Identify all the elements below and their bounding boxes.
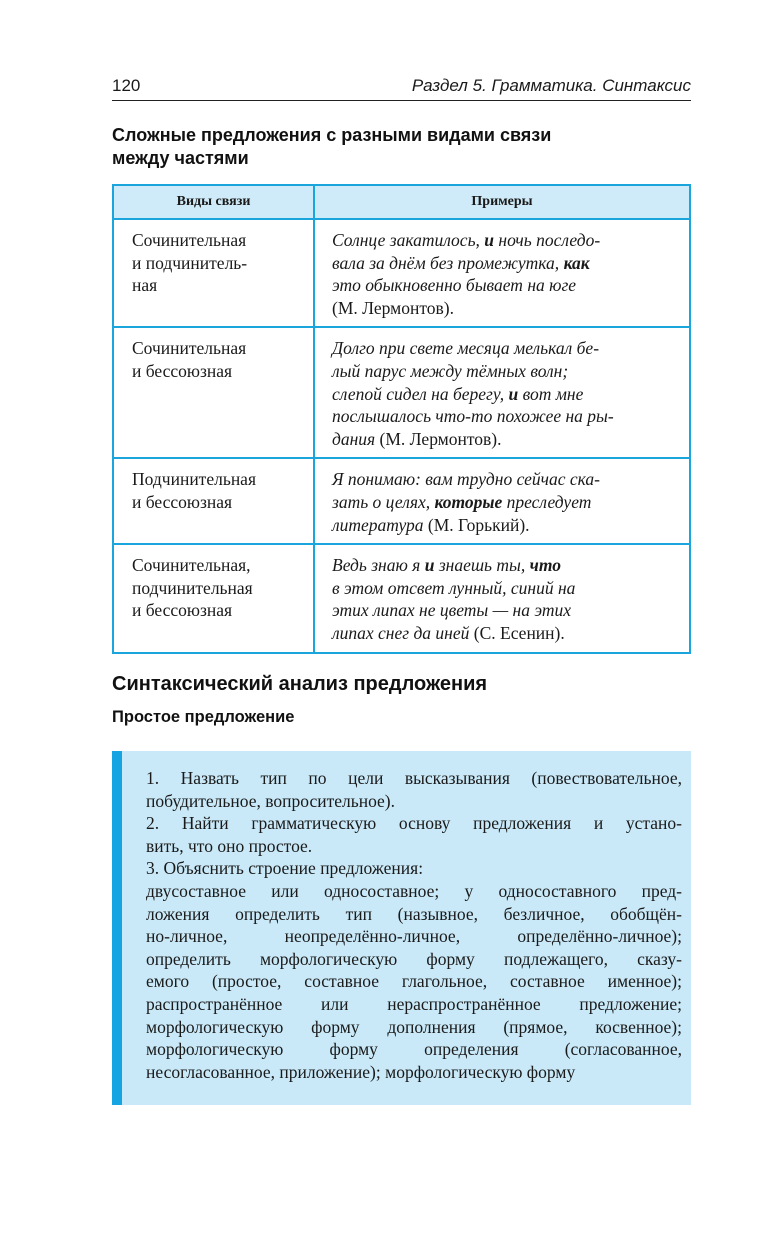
example-line: Я понимаю: вам трудно сейчас ска- <box>332 469 600 490</box>
table-header-row <box>113 185 690 219</box>
column-header-examples: Примеры <box>314 185 690 219</box>
example-line: дания (М. Лермонтов). <box>332 428 502 449</box>
page-header <box>112 74 691 101</box>
example-cell <box>314 327 690 458</box>
analysis-step-line: ложения определить тип (назывное, безличное, обобщён- <box>146 903 682 924</box>
analysis-step-line: побудительное, вопросительное). <box>146 790 395 811</box>
example-cell <box>314 458 690 544</box>
connection-type-line: ная <box>132 275 158 296</box>
example-line: липах снег да иней (С. Есенин). <box>332 622 565 643</box>
example-line: лый парус между тёмных волн; <box>332 360 569 381</box>
connection-type-cell <box>113 327 314 458</box>
connection-type-cell <box>113 544 314 652</box>
table-row <box>113 219 690 327</box>
analysis-step-line: вить, что оно простое. <box>146 835 313 856</box>
section-heading-line: между частями <box>112 148 249 168</box>
example-line: этих липах не цветы — на этих <box>332 600 571 621</box>
connection-type-line: и бессоюзная <box>132 600 233 621</box>
section-heading-line: Сложные предложения с разными видами связи <box>112 125 552 145</box>
connection-type-line: Сочинительная <box>132 230 247 250</box>
table-row <box>113 327 690 458</box>
analysis-step-line: морфологическую форму дополнения (прямое, косвенное); <box>146 1016 682 1037</box>
analysis-step-line: 3. Объяснить строение предложения: <box>146 858 424 879</box>
example-cell <box>314 219 690 327</box>
connection-type-line: Подчинительная <box>132 469 256 490</box>
analysis-step-line: морфологическую форму определения (согласованное, <box>146 1039 682 1060</box>
analysis-step-line: двусоставное или односоставное; у односоставного пред- <box>146 880 682 901</box>
table-body <box>113 219 690 653</box>
example-line: Долго при свете месяца мелькал бе- <box>332 338 600 359</box>
connection-types-table <box>112 184 691 654</box>
analysis-step-line: несогласованное, приложение); морфологическую форму <box>146 1061 576 1082</box>
connection-type-cell <box>113 458 314 544</box>
running-head: Раздел 5. Грамматика. Синтаксис <box>411 76 691 95</box>
example-line: зать о целях, которые преследует <box>332 491 592 512</box>
analysis-steps-box <box>112 751 691 1105</box>
analysis-step-line: емого (простое, составное глагольное, составное именное); <box>146 971 682 992</box>
connection-type-line: Сочинительная, <box>132 555 251 576</box>
example-line: в этом отсвет лунный, синий на <box>332 577 576 598</box>
example-line: литература (М. Горький). <box>332 514 530 535</box>
analysis-step-line: определить морфологическую форму подлежащего, сказу- <box>146 948 682 969</box>
example-line: вала за днём без промежутка, как <box>332 252 590 273</box>
page-number: 120 <box>112 76 141 95</box>
example-line: слепой сидел на берегу, и вот мне <box>332 383 584 404</box>
table-row <box>113 544 690 652</box>
analysis-step-line: но-личное, неопределённо-личное, определённо-личное); <box>146 926 682 947</box>
column-header-types: Виды связи <box>113 185 314 219</box>
example-line: это обыкновенно бывает на юге <box>332 275 577 296</box>
analysis-step-line: распространённое или нераспространённое предложение; <box>146 993 682 1014</box>
example-line: послышалось что-то похожее на ры- <box>332 406 614 427</box>
table-row <box>113 458 690 544</box>
analysis-step-line: 2. Найти грамматическую основу предложения и устано- <box>146 813 682 834</box>
example-line: Солнце закатилось, и ночь последо- <box>332 230 601 250</box>
example-line: Ведь знаю я и знаешь ты, что <box>332 555 561 576</box>
connection-type-line: подчинительная <box>132 577 253 598</box>
analysis-heading: Синтаксический анализ предложения <box>112 673 488 695</box>
connection-type-line: и бессоюзная <box>132 360 233 381</box>
analysis-step-line: 1. Назвать тип по цели высказывания (повествовательное, <box>146 768 682 788</box>
connection-type-line: и подчинитель- <box>132 252 248 273</box>
connection-type-line: и бессоюзная <box>132 491 233 512</box>
section-heading <box>112 124 672 170</box>
example-cell <box>314 544 690 652</box>
simple-sentence-subheading: Простое предложение <box>112 708 295 726</box>
analysis-steps-text <box>146 767 682 1083</box>
connection-type-cell <box>113 219 314 327</box>
connection-type-line: Сочинительная <box>132 338 247 359</box>
example-line: (М. Лермонтов). <box>332 297 454 318</box>
